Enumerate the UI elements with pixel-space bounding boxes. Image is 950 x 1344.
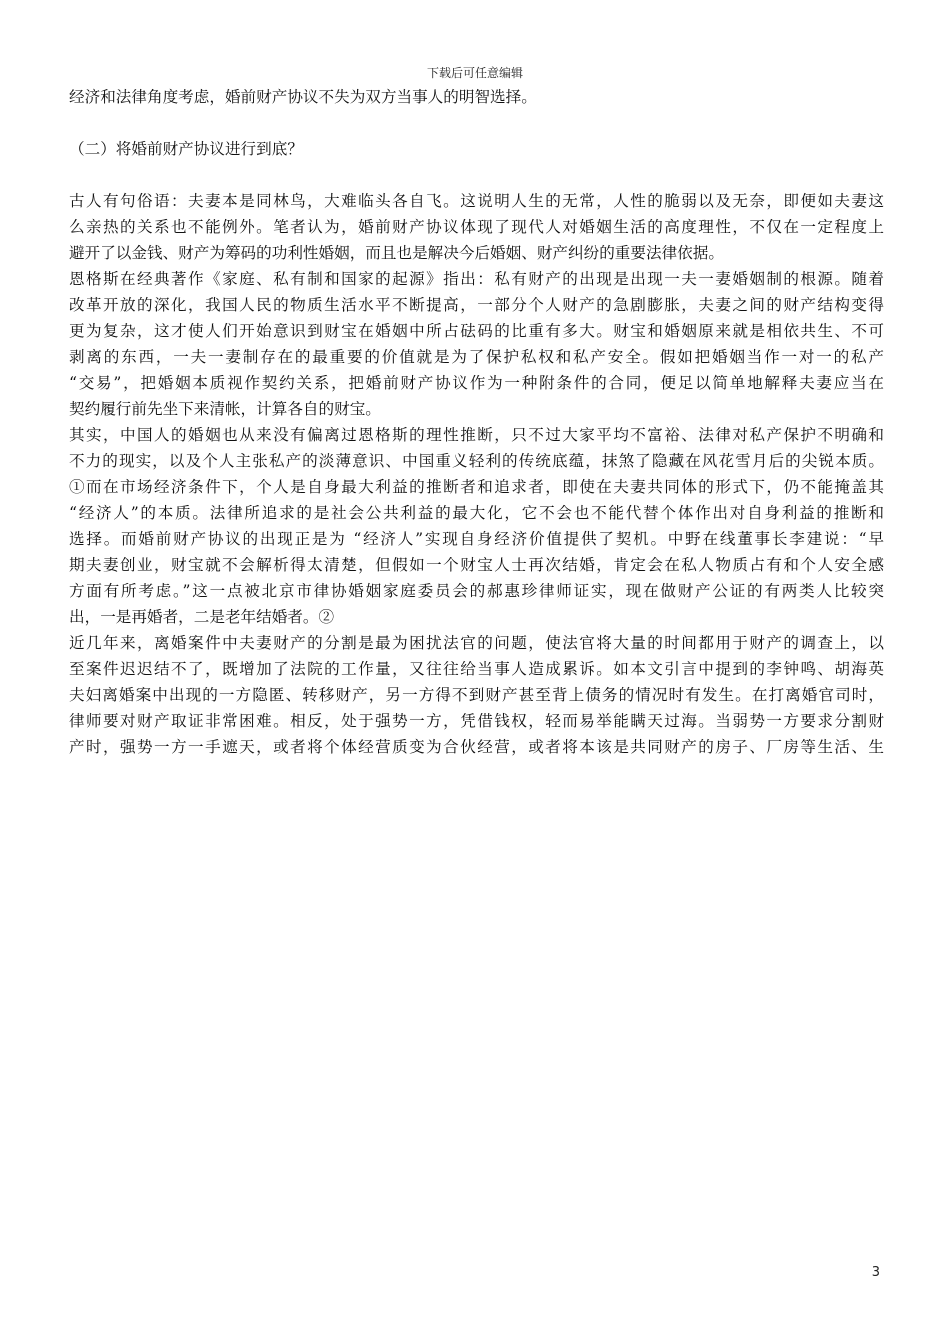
- text-line: 古人有句俗语：夫妻本是同林鸟，大难临头各自飞。这说明人生的无常，人性的脆弱以及无奈，即便如夫妻这: [69, 192, 884, 210]
- text-line: 剥离的东西，一夫一妻制存在的最重要的价值就是为了保护私权和私产安全。假如把婚姻当作一对一的私产: [69, 348, 884, 366]
- text-line: “经济人”的本质。法律所追求的是社会公共利益的最大化，它不会也不能代替个体作出对自身利益的推断和: [69, 504, 884, 522]
- text-line: 律师要对财产取证非常困难。相反，处于强势一方，凭借钱权，轻而易举能瞒天过海。当弱势一方要求分割财: [69, 712, 884, 730]
- text-line: 经济和法律角度考虑，婚前财产协议不失为双方当事人的明智选择。: [69, 88, 537, 106]
- text-line: （二）将婚前财产协议进行到底？: [69, 140, 303, 158]
- paragraph-divorce-cases: [69, 630, 884, 760]
- text-line: 其实，中国人的婚姻也从来没有偏离过恩格斯的理性推断，只不过大家平均不富裕、法律对私产保护不明确和: [69, 426, 884, 444]
- text-line: 出，一是再婚者，二是老年结婚者。②: [69, 608, 335, 626]
- section-heading: [69, 136, 884, 162]
- text-line: 更为复杂，这才使人们开始意识到财宝在婚姻中所占砝码的比重有多大。财宝和婚姻原来就是相依共生、不可: [69, 322, 884, 340]
- text-line: 选择。而婚前财产协议的出现正是为 “经济人”实现自身经济价值提供了契机。中野在线董事长李建说：“早: [69, 530, 884, 548]
- text-line: 改革开放的深化，我国人民的物质生活水平不断提高，一部分个人财产的急剧膨胀，夫妻之间的财产结构变得: [69, 296, 884, 314]
- paragraph-engels: [69, 266, 884, 422]
- text-line: 方面有所考虑。”这一点被北京市律协婚姻家庭委员会的郝惠珍律师证实，现在做财产公证的有两类人比较突: [69, 582, 884, 600]
- text-line: “交易”，把婚姻本质视作契约关系，把婚前财产协议作为一种附条件的合同，便足以简单地解释夫妻应当在: [69, 374, 884, 392]
- text-line: 恩格斯在经典著作《家庭、私有制和国家的起源》指出：私有财产的出现是出现一夫一妻婚姻制的根源。随着: [69, 270, 884, 288]
- text-line: 避开了以金钱、财产为筹码的功利性婚姻，而且也是解决今后婚姻、财产纠纷的重要法律依据。: [69, 244, 724, 262]
- paragraph-intro: [69, 84, 884, 110]
- text-line: 产时，强势一方一手遮天，或者将个体经营质变为合伙经营，或者将本该是共同财产的房子、厂房等生活、生: [69, 738, 884, 756]
- page-header: 下载后可任意编辑: [426, 66, 523, 80]
- paragraph-proverb: [69, 188, 884, 266]
- text-line: 契约履行前先坐下来清帐，计算各自的财宝。: [69, 400, 381, 418]
- document-body: [69, 84, 884, 760]
- page-number: 3: [871, 1265, 880, 1280]
- text-line: 近几年来，离婚案件中夫妻财产的分割是最为困扰法官的问题，使法官将大量的时间都用于财产的调查上，以: [69, 634, 884, 652]
- text-line: 不力的现实，以及个人主张私产的淡薄意识、中国重义轻利的传统底蕴，抹煞了隐藏在风花雪月后的尖锐本质。: [69, 452, 884, 470]
- text-line: 夫妇离婚案中出现的一方隐匿、转移财产，另一方得不到财产甚至背上债务的情况时有发生。在打离婚官司时，: [69, 686, 884, 704]
- paragraph-chinese-marriage: [69, 422, 884, 630]
- text-line: ①而在市场经济条件下，个人是自身最大利益的推断者和追求者，即使在夫妻共同体的形式下，仍不能掩盖其: [69, 478, 884, 496]
- text-line: 么亲热的关系也不能例外。笔者认为，婚前财产协议体现了现代人对婚姻生活的高度理性，不仅在一定程度上: [69, 218, 884, 236]
- text-line: 至案件迟迟结不了，既增加了法院的工作量，又往往给当事人造成累诉。如本文引言中提到的李钟鸣、胡海英: [69, 660, 884, 678]
- text-line: 期夫妻创业，财宝就不会解析得太清楚，但假如一个财宝人士再次结婚，肯定会在私人物质占有和个人安全感: [69, 556, 884, 574]
